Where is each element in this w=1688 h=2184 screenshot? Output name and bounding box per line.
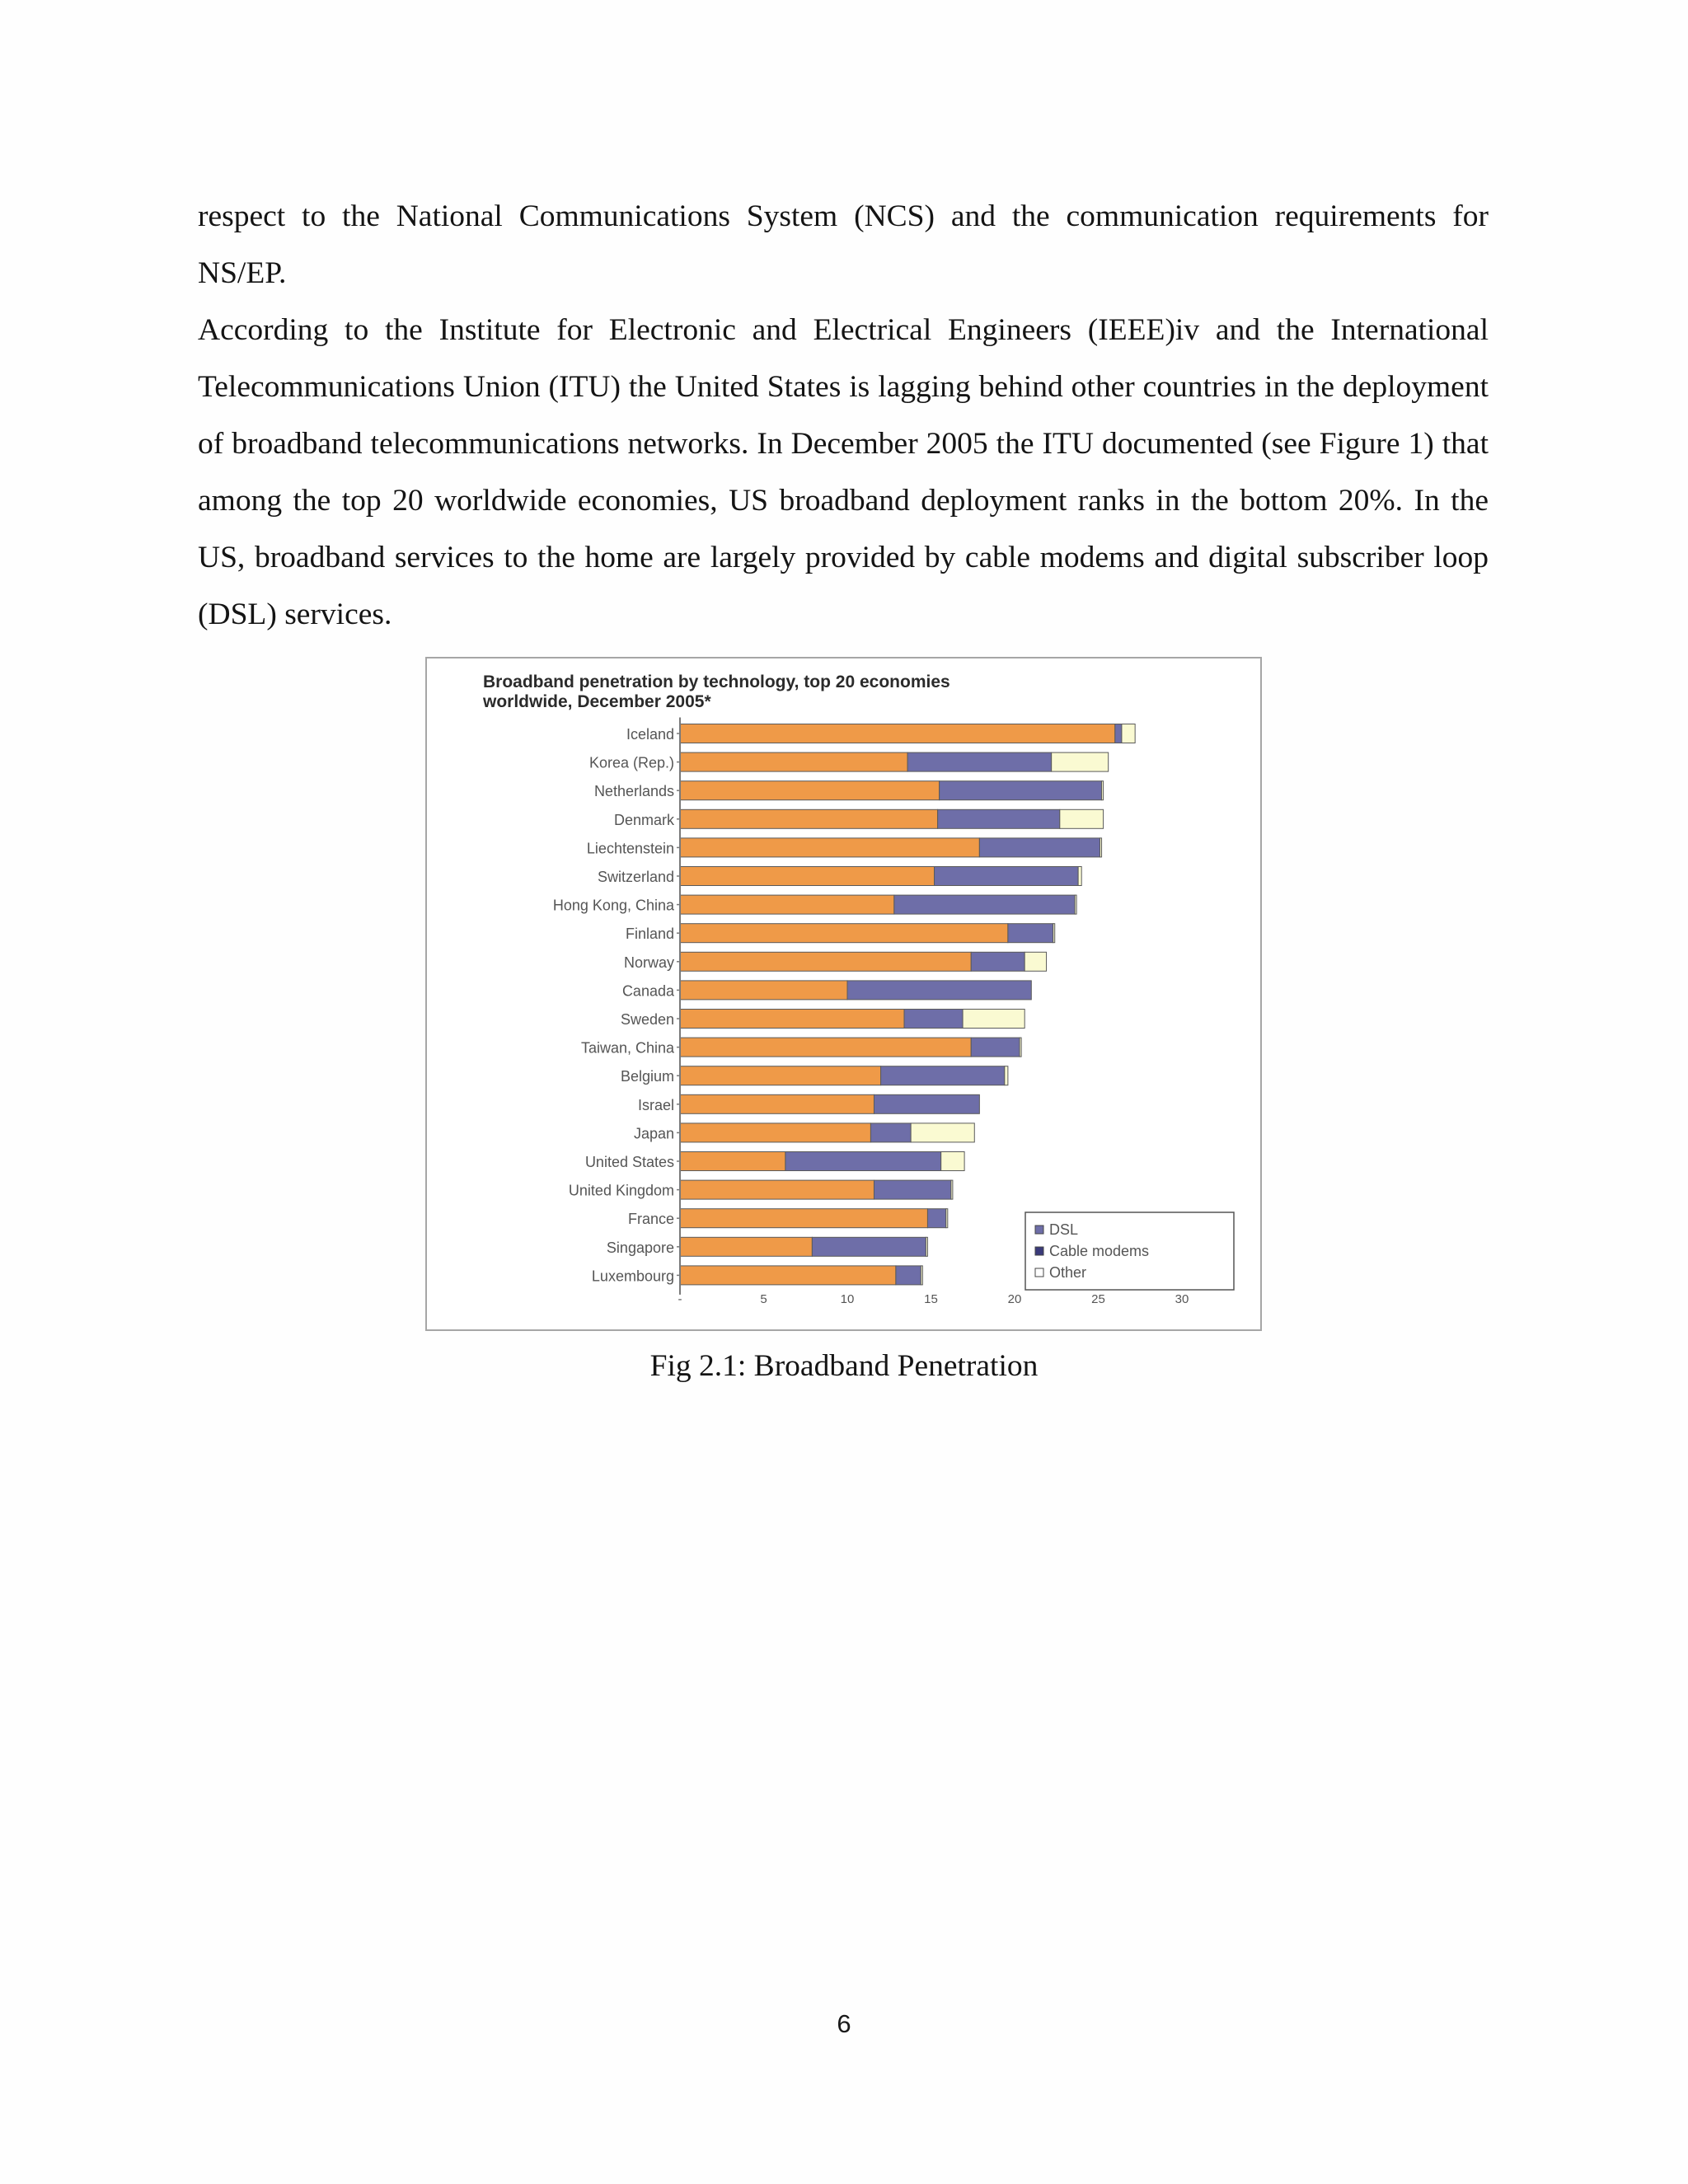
paragraph-2: According to the Institute for Electronic and Electrical Engineers (IEEE)iv and the International Telecommunications Union (ITU) the United States is lagging behind other countries in the deployment of broadband telecommunications networks. In December 2005 the ITU documented (see Figure 1) that among the top 20 worldwide economies, US broadband deployment ranks in the bottom 20%. In the US, broadband services to the home are largely provided by cable modems and digital subscriber loop (DSL) services. xyxy=(198,313,1489,631)
bar-dsl-10 xyxy=(680,1010,904,1029)
bar-other-16 xyxy=(951,1180,953,1199)
category-label: France xyxy=(627,1211,674,1228)
bar-dsl-15 xyxy=(680,1152,785,1171)
bar-other-10 xyxy=(963,1010,1025,1029)
bar-cable-modems-8 xyxy=(971,952,1025,971)
category-label: Canada xyxy=(621,982,674,1000)
category-label: Denmark xyxy=(613,811,674,828)
category-label: Luxembourg xyxy=(591,1268,674,1285)
category-label: Singapore xyxy=(606,1239,674,1256)
bar-other-15 xyxy=(941,1152,964,1171)
bar-other-18 xyxy=(926,1237,927,1256)
bar-cable-modems-6 xyxy=(894,895,1075,914)
bars-group xyxy=(680,724,1135,1285)
bar-dsl-1 xyxy=(680,752,907,771)
x-tick-label: 10 xyxy=(840,1291,855,1306)
figure-chart xyxy=(425,657,1262,1331)
legend-label: Other xyxy=(1049,1264,1087,1281)
x-tick-label: 20 xyxy=(1007,1291,1022,1306)
bar-dsl-6 xyxy=(680,895,894,914)
chart-title xyxy=(482,673,950,711)
bar-dsl-4 xyxy=(680,838,979,857)
category-label: Iceland xyxy=(626,726,674,743)
paragraph-1: respect to the National Communications System (NCS) and the communication requirements for NS/EP. xyxy=(198,199,1489,290)
axes xyxy=(677,718,680,1295)
bar-other-12 xyxy=(1005,1066,1008,1085)
bar-other-11 xyxy=(1020,1038,1021,1057)
x-tick-label: - xyxy=(678,1291,682,1306)
category-label: Taiwan, China xyxy=(580,1039,674,1057)
bar-other-5 xyxy=(1078,867,1081,886)
bar-dsl-9 xyxy=(680,981,847,1000)
bar-dsl-2 xyxy=(680,781,940,800)
page-number: 6 xyxy=(837,2009,851,2038)
bar-other-19 xyxy=(921,1266,922,1285)
category-label: United Kingdom xyxy=(568,1182,674,1199)
bar-dsl-8 xyxy=(680,952,971,971)
category-label: Sweden xyxy=(620,1011,674,1028)
bar-cable-modems-7 xyxy=(1008,924,1053,943)
bar-dsl-12 xyxy=(680,1066,881,1085)
bar-cable-modems-12 xyxy=(881,1066,1005,1085)
category-label: Korea (Rep.) xyxy=(588,754,674,771)
bar-cable-modems-11 xyxy=(971,1038,1020,1057)
x-tick-label: 5 xyxy=(760,1291,767,1306)
bar-dsl-16 xyxy=(680,1180,874,1199)
bar-cable-modems-13 xyxy=(874,1094,979,1113)
bar-cable-modems-16 xyxy=(874,1180,950,1199)
bar-other-2 xyxy=(1102,781,1104,800)
bar-other-6 xyxy=(1075,895,1076,914)
bar-other-0 xyxy=(1122,724,1135,743)
bar-dsl-19 xyxy=(680,1266,896,1285)
bar-cable-modems-2 xyxy=(940,781,1102,800)
bar-dsl-13 xyxy=(680,1094,874,1113)
bar-cable-modems-5 xyxy=(935,867,1079,886)
x-tick-label: 30 xyxy=(1175,1291,1189,1306)
bar-cable-modems-10 xyxy=(904,1010,963,1029)
bar-other-14 xyxy=(911,1123,974,1142)
bar-dsl-11 xyxy=(680,1038,971,1057)
legend xyxy=(1025,1212,1234,1290)
bar-cable-modems-19 xyxy=(896,1266,921,1285)
chart-title-line-1: Broadband penetration by technology, top 20 economies xyxy=(483,673,950,691)
bar-other-17 xyxy=(946,1209,948,1228)
bar-other-8 xyxy=(1025,952,1046,971)
bar-other-4 xyxy=(1100,838,1102,857)
bar-dsl-18 xyxy=(680,1237,812,1256)
body-text xyxy=(198,188,1489,643)
bar-cable-modems-3 xyxy=(938,809,1060,828)
category-label: Finland xyxy=(625,926,674,943)
bar-cable-modems-18 xyxy=(812,1237,926,1256)
bar-other-7 xyxy=(1053,924,1055,943)
category-label: Netherlands xyxy=(593,783,674,800)
category-label: Belgium xyxy=(620,1068,674,1085)
category-label: Israel xyxy=(637,1096,674,1113)
category-labels xyxy=(553,726,675,1284)
legend-swatch xyxy=(1035,1268,1043,1277)
legend-label: Cable modems xyxy=(1049,1243,1150,1259)
category-label: Norway xyxy=(623,954,674,971)
x-tick-labels xyxy=(678,1292,1189,1306)
category-label: Liechtenstein xyxy=(586,840,674,857)
bar-dsl-14 xyxy=(680,1123,870,1142)
bar-cable-modems-14 xyxy=(870,1123,911,1142)
bar-dsl-0 xyxy=(680,724,1115,743)
legend-swatch xyxy=(1035,1226,1043,1234)
bar-cable-modems-15 xyxy=(785,1152,941,1171)
bar-cable-modems-4 xyxy=(979,838,1100,857)
category-label: United States xyxy=(584,1154,674,1170)
bar-cable-modems-9 xyxy=(847,981,1031,1000)
bar-dsl-7 xyxy=(680,924,1008,943)
bar-other-3 xyxy=(1060,809,1104,828)
bar-cable-modems-1 xyxy=(907,752,1052,771)
legend-swatch xyxy=(1035,1247,1043,1255)
bar-cable-modems-0 xyxy=(1115,724,1122,743)
bar-other-1 xyxy=(1052,752,1109,771)
category-label: Hong Kong, China xyxy=(552,897,674,914)
bar-cable-modems-17 xyxy=(927,1209,945,1228)
chart-title-line-2: worldwide, December 2005* xyxy=(483,692,711,711)
bar-dsl-17 xyxy=(680,1209,927,1228)
category-label: Japan xyxy=(633,1125,674,1142)
x-tick-label: 15 xyxy=(924,1291,938,1306)
x-tick-label: 25 xyxy=(1091,1291,1105,1306)
bar-dsl-5 xyxy=(680,867,935,886)
legend-label: DSL xyxy=(1049,1221,1079,1238)
figure-caption: Fig 2.1: Broadband Penetration xyxy=(649,1349,1039,1383)
category-label: Switzerland xyxy=(597,869,674,885)
bar-dsl-3 xyxy=(680,809,938,828)
stacked-bar-chart xyxy=(427,658,1260,1329)
